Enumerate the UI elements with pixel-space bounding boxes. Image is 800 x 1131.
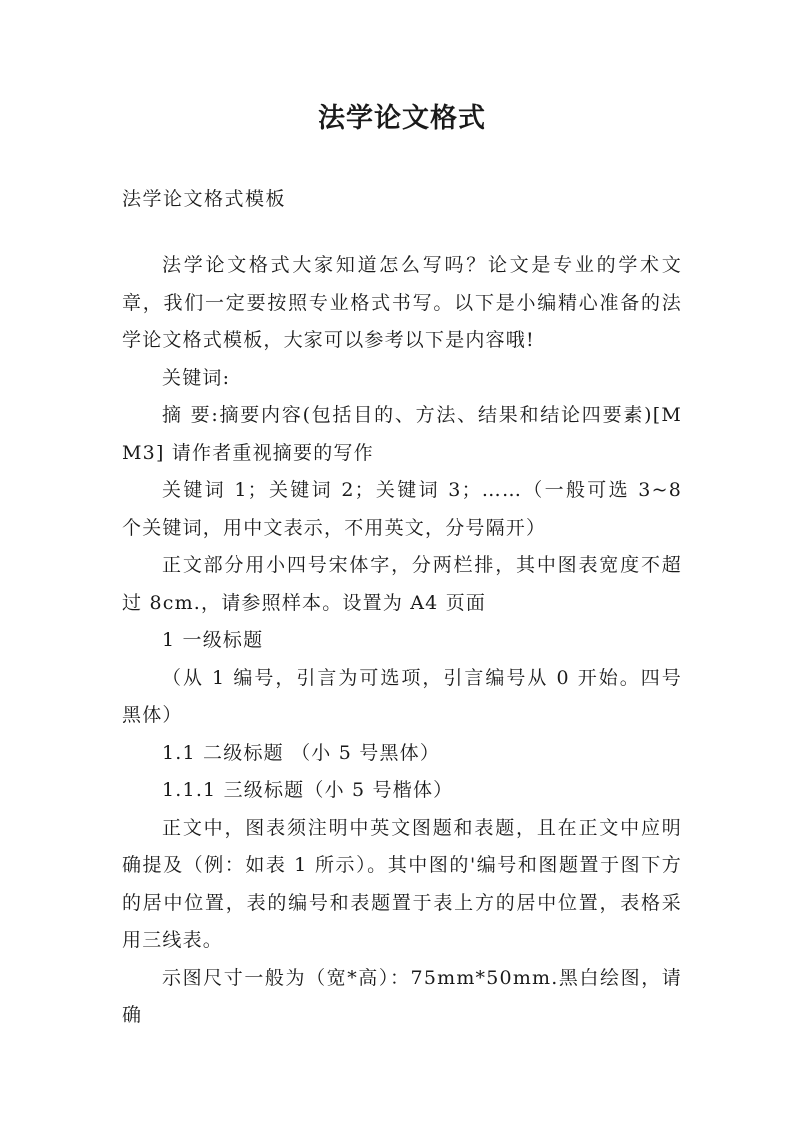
body-format-paragraph: 正文部分用小四号宋体字，分两栏排，其中图表宽度不超过 8cm.，请参照样本。设置为 A4 页面: [122, 554, 682, 614]
heading-level-3: 1.1.1 三级标题（小 5 号楷体）: [162, 779, 454, 801]
document-title: 法学论文格式: [318, 103, 486, 134]
heading-level-1: 1 一级标题: [162, 629, 264, 651]
heading-level-1-note: （从 1 编号，引言为可选项，引言编号从 0 开始。四号黑体）: [122, 666, 682, 726]
document-body: [122, 247, 682, 1035]
document-subtitle: 法学论文格式模板: [122, 188, 287, 210]
keywords-paragraph: 关键词 1；关键词 2；关键词 3；……（一般可选 3~8 个关键词，用中文表示，不用英文，分号隔开）: [122, 479, 682, 539]
abstract-paragraph: 摘 要:摘要内容(包括目的、方法、结果和结论四要素)[MM3] 请作者重视摘要的写作: [122, 404, 682, 464]
figure-table-paragraph: 正文中，图表须注明中英文图题和表题，且在正文中应明确提及（例：如表 1 所示）。其中图的'编号和图题置于图下方的居中位置，表的编号和表题置于表上方的居中位置，表格采用三线表。: [122, 816, 682, 951]
heading-level-2: 1.1 二级标题 （小 5 号黑体）: [162, 741, 441, 764]
figure-size-paragraph: 示图尺寸一般为（宽*高）：75mm*50mm.黑白绘图，请确: [122, 966, 682, 1026]
keywords-label: 关键词:: [162, 366, 231, 389]
intro-paragraph: 法学论文格式大家知道怎么写吗？论文是专业的学术文章，我们一定要按照专业格式书写。以下是小编精心准备的法学论文格式模板，大家可以参考以下是内容哦!: [122, 254, 682, 351]
